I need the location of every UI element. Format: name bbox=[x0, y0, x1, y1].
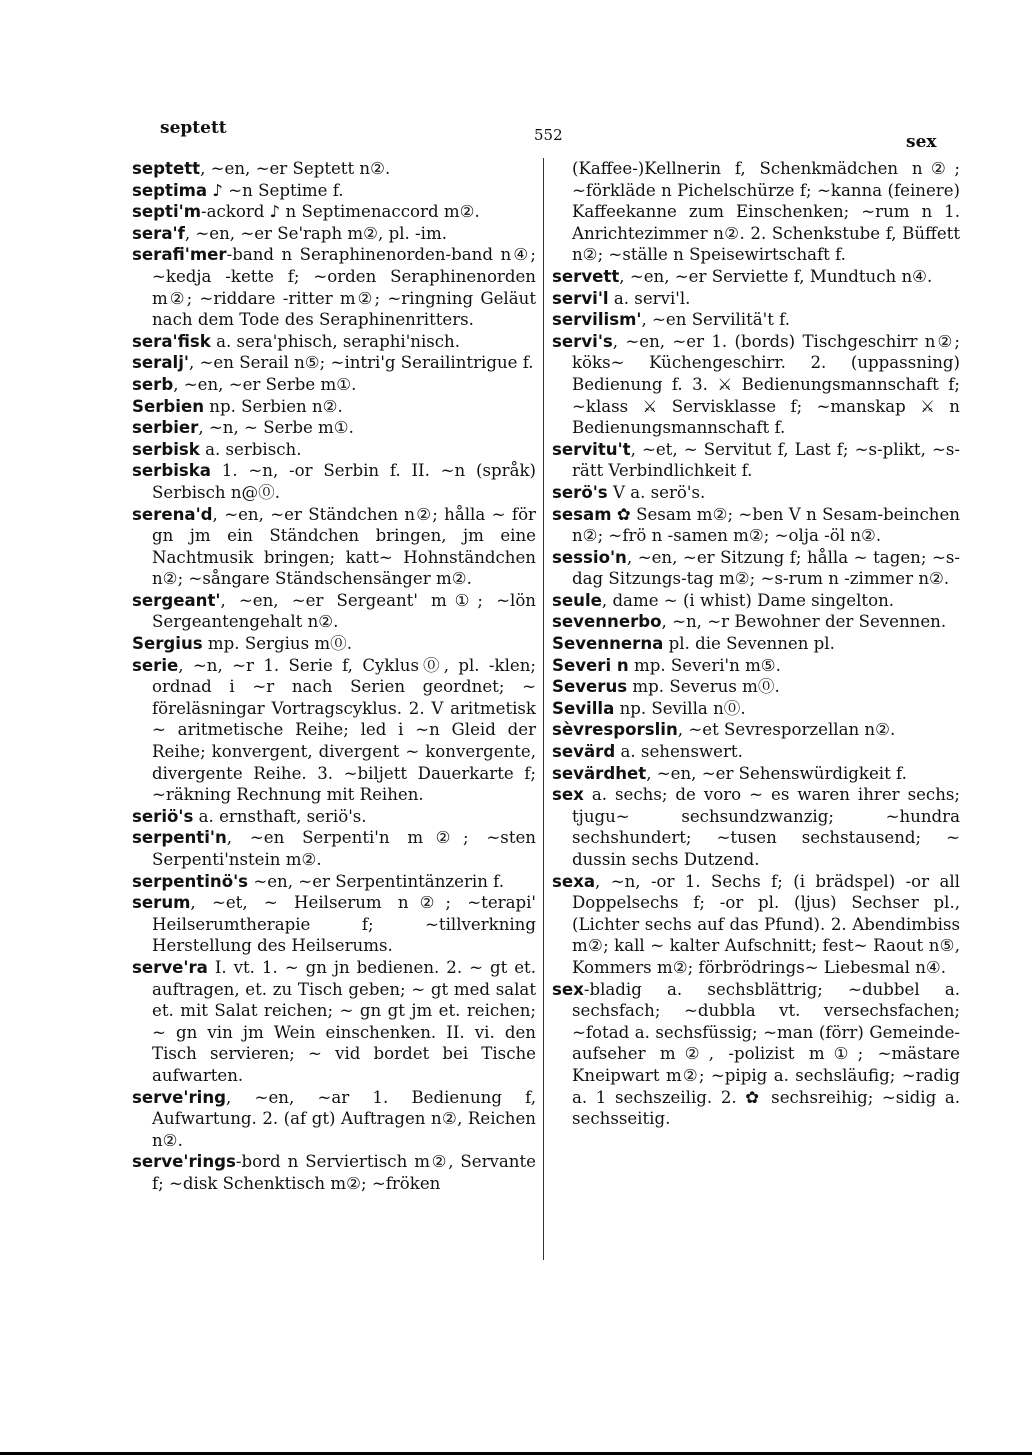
entry-definition: a. ernsthaft, seriö's. bbox=[193, 806, 367, 826]
entry-headword: serum bbox=[132, 893, 191, 913]
entry-headword: Sergius bbox=[132, 634, 203, 654]
dictionary-entry bbox=[552, 288, 960, 310]
entry-definition: , ~en, ~er Ständchen n②; hålla ~ för gn jm ein Ständchen bringen, jm eine Nachtmusik bringen; katt~ Hohnständchen n②; ~sångare Ständschensänger m②. bbox=[152, 504, 536, 589]
dictionary-entry bbox=[552, 741, 960, 763]
entry-headword: serve'ra bbox=[132, 957, 208, 977]
dictionary-entry bbox=[132, 158, 536, 180]
entry-headword: servi's bbox=[552, 331, 613, 351]
dictionary-entry bbox=[552, 482, 960, 504]
dictionary-entry bbox=[132, 957, 536, 1087]
dictionary-entry bbox=[552, 439, 960, 482]
entry-definition: a. sechs; de voro ~ es waren ihrer sechs; tjugu~ sechsundzwanzig; ~hundra sechshundert; ~tusen sechstausend; ~ dussin sechs Dutzend. bbox=[572, 785, 960, 869]
entry-definition: -bord n Serviertisch m②, Servante f; ~disk Schenktisch m②; ~fröken bbox=[152, 1152, 536, 1193]
dictionary-entry bbox=[132, 827, 536, 870]
entry-headword: serafi'mer bbox=[132, 245, 227, 265]
entry-definition: , ~et Sevresporzellan n②. bbox=[677, 720, 896, 740]
dictionary-entry bbox=[552, 331, 960, 439]
entry-definition: , ~en, ~er Serbe m①. bbox=[173, 374, 357, 394]
page-header bbox=[0, 118, 1032, 152]
entry-headword: septi'm bbox=[132, 202, 202, 222]
entry-headword: septett bbox=[132, 159, 201, 178]
entry-definition: , dame ~ (i whist) Dame singelton. bbox=[601, 590, 895, 610]
entry-headword: sevärd bbox=[552, 742, 616, 762]
dictionary-entry bbox=[132, 201, 536, 223]
entry-headword: servilism' bbox=[552, 310, 642, 330]
dictionary-entry bbox=[132, 655, 536, 806]
entry-definition: np. Serbien n②. bbox=[204, 396, 343, 416]
entry-definition: V a. serö's. bbox=[607, 482, 706, 502]
left-column bbox=[132, 158, 536, 1195]
entry-definition: , ~en, ~er Septett n②. bbox=[200, 159, 391, 178]
entry-definition: np. Sevilla n⓪. bbox=[614, 698, 746, 718]
entry-headword: seralj' bbox=[132, 353, 189, 373]
entry-headword: sexa bbox=[552, 871, 596, 891]
entry-headword: serb bbox=[132, 374, 174, 394]
entry-definition: , ~en Serpenti'n m②; ~sten Serpenti'nstein m②. bbox=[152, 828, 536, 869]
dictionary-entry bbox=[132, 1087, 536, 1152]
dictionary-entry bbox=[552, 590, 960, 612]
entry-definition: mp. Severi'n m⑤. bbox=[628, 655, 781, 675]
entry-definition: , ~n, ~r 1. Serie f, Cyklus⓪, pl. -klen; ordnad i ~r nach Serien geordnet; ~ föreläsningar Vortragscyklus. 2. V aritmetisk ~ aritmetische Reihe; led i ~n Gleid der Reihe; konvergent, divergent ~ konvergente, divergente Reihe. 3. ~biljett Dauerkarte f; ~räkning Rechnung mit Reihen. bbox=[152, 655, 536, 805]
entry-headword: servett bbox=[552, 266, 620, 286]
entry-definition: pl. die Sevennen pl. bbox=[663, 634, 835, 654]
entry-definition: , ~en, ~er 1. (bords) Tischgeschirr n②; köks~ Küchengeschirr. 2. (uppassning) Bedienung f. 3. ⚔ Bedienungsmannschaft f; ~klass ⚔ Servisklasse f; ~manskap ⚔ n Bedienungsmannschaft f. bbox=[572, 331, 960, 438]
entry-definition: mp. Sergius m⓪. bbox=[202, 634, 352, 654]
right-column bbox=[552, 158, 960, 1130]
entry-definition: , ~en, ~er Sitzung f; hålla ~ tagen; ~s-dag Sitzungs-tag m②; ~s-rum n -zimmer n②. bbox=[572, 547, 960, 589]
entry-definition: a. serbisch. bbox=[199, 439, 302, 459]
entry-headword: Serbien bbox=[132, 396, 205, 416]
entry-definition: -band n Seraphinenorden-band n④; ~kedja -kette f; ~orden Seraphinenorden m②; ~riddare -ritter m②; ~ringning Geläut nach dem Tode des Seraphinenritters. bbox=[152, 245, 536, 330]
entry-headword: sevärdhet bbox=[552, 763, 647, 783]
entry-definition: (Kaffee-)Kellnerin f, Schenkmädchen n②; ~förkläde n Pichelschürze f; ~kanna (feinere) Kaffeekanne zum Einschenken; ~rum n 1. Anrichtezimmer n②. 2. Schenkstube f, Büffett n②; ~ställe n Speisewirtschaft f. bbox=[572, 159, 960, 265]
right-running-headword: sex bbox=[906, 132, 937, 152]
entry-headword: Severus bbox=[552, 677, 628, 697]
dictionary-entry bbox=[132, 244, 536, 330]
entry-headword: seule bbox=[552, 590, 602, 610]
dictionary-entry bbox=[552, 763, 960, 785]
entry-definition: , ~et, ~ Servitut f, Last f; ~s-plikt, ~s-rätt Verbindlichkeit f. bbox=[572, 439, 960, 481]
entry-headword: serve'rings bbox=[132, 1152, 236, 1172]
dictionary-entry bbox=[132, 439, 536, 461]
entry-definition: , ~en, ~ar 1. Bedienung f, Aufwartung. 2. (af gt) Auftragen n②, Reichen n②. bbox=[152, 1087, 536, 1150]
dictionary-entry bbox=[552, 504, 960, 547]
entry-headword: seriö's bbox=[132, 806, 194, 826]
entry-headword: sevennerbo bbox=[552, 612, 662, 632]
entry-definition: , ~n, ~r Bewohner der Sevennen. bbox=[661, 612, 947, 632]
dictionary-entry bbox=[552, 611, 960, 633]
dictionary-entry bbox=[552, 784, 960, 870]
dictionary-entry bbox=[552, 633, 960, 655]
entry-definition: a. sehenswert. bbox=[615, 742, 743, 762]
entry-definition: I. vt. 1. ~ gn jn bedienen. 2. ~ gt et. auftragen, et. zu Tisch geben; ~ gt med salat et. mit Salat reichen; ~ gn gt jm et. reichen; ~ gn vin jm Wein einschenken. II. vi. den Tisch servieren; ~ vid bordet bei Tische aufwarten. bbox=[152, 957, 536, 1085]
entry-headword: septima bbox=[132, 180, 208, 200]
entry-headword: serpentinö's bbox=[132, 871, 249, 891]
entry-headword: Sevennerna bbox=[552, 634, 664, 654]
entry-definition: 1. ~n, -or Serbin f. II. ~n (språk) Serbisch n@⓪. bbox=[152, 461, 536, 502]
dictionary-entry bbox=[132, 180, 536, 202]
dictionary-entry bbox=[132, 806, 536, 828]
dictionary-entry bbox=[132, 633, 536, 655]
entry-headword: sessio'n bbox=[552, 547, 627, 567]
entry-definition: ✿ Sesam m②; ~ben V n Sesam-beinchen n②; ~frö n -samen m②; ~olja -öl n②. bbox=[572, 504, 960, 546]
entry-definition: , ~n, ~ Serbe m①. bbox=[198, 418, 354, 438]
dictionary-entry bbox=[552, 655, 960, 677]
dictionary-entry bbox=[132, 1151, 536, 1194]
dictionary-entry bbox=[552, 979, 960, 1130]
dictionary-entry bbox=[132, 223, 536, 245]
dictionary-entry bbox=[132, 871, 536, 893]
entry-definition: , ~et, ~ Heilserum n②; ~terapi' Heilserumtherapie f; ~tillverkning Herstellung des Heilserums. bbox=[152, 893, 536, 956]
entry-headword: sera'f bbox=[132, 223, 185, 243]
dictionary-entry bbox=[552, 676, 960, 698]
entry-definition: , ~n, -or 1. Sechs f; (i brädspel) -or all Doppelsechs f; -or pl. (ljus) Sechser pl., (Lichter sechs auf das Pfund). 2. Abendimbiss m②; kall ~ kalter Aufschnitt; fest~ Raout n⑤, Kommers m②; förbrödrings~ Liebesmal n④. bbox=[572, 871, 960, 977]
entry-definition: , ~en Serail n⑤; ~intri'g Serailintrigue f. bbox=[188, 353, 534, 373]
entry-headword: serie bbox=[132, 655, 179, 675]
dictionary-entry bbox=[132, 504, 536, 590]
entry-definition: -ackord ♪ n Septimenaccord m②. bbox=[201, 202, 480, 222]
dictionary-entry bbox=[132, 460, 536, 503]
entry-definition: ~en, ~er Serpentintänzerin f. bbox=[248, 871, 504, 891]
entry-headword: serve'ring bbox=[132, 1087, 227, 1107]
entry-headword: sergeant' bbox=[132, 590, 221, 610]
entry-definition: -bladig a. sechsblättrig; ~dubbel a. sechsfach; ~dubbla vt. versechsfachen; ~fotad a. sechsfüssig; ~man (förr) Gemeinde-aufseher m②, -polizist m①; ~mästare Kneipwart m②; ~pipig a. sechsläufig; ~radig a. 1 sechszeilig. 2. ✿ sechsreihig; ~sidig a. sechsseitig. bbox=[572, 979, 960, 1129]
entry-definition: , ~en, ~er Se'raph m②, pl. -im. bbox=[184, 223, 447, 243]
entry-headword: serena'd bbox=[132, 504, 213, 524]
left-running-headword: septett bbox=[160, 118, 227, 138]
dictionary-entry bbox=[552, 698, 960, 720]
entry-headword: Severi n bbox=[552, 655, 629, 675]
entry-definition: a. sera'phisch, seraphi'nisch. bbox=[210, 331, 461, 351]
dictionary-entry bbox=[552, 309, 960, 331]
entry-definition: , ~en, ~er Serviette f, Mundtuch n④. bbox=[619, 266, 933, 286]
column-divider bbox=[543, 158, 544, 1260]
entry-headword: serpenti'n bbox=[132, 828, 227, 848]
entry-definition: ♪ ~n Septime f. bbox=[207, 180, 344, 200]
dictionary-entry bbox=[132, 590, 536, 633]
dictionary-entry bbox=[132, 417, 536, 439]
entry-headword: sera'fisk bbox=[132, 331, 211, 351]
dictionary-entry bbox=[132, 374, 536, 396]
dictionary-entry bbox=[132, 331, 536, 353]
dictionary-entry bbox=[132, 352, 536, 374]
dictionary-entry bbox=[552, 871, 960, 979]
entry-definition: , ~en, ~er Sergeant' m①; ~lön Sergeantengehalt n②. bbox=[152, 590, 536, 632]
entry-definition: , ~en, ~er Sehenswürdigkeit f. bbox=[646, 763, 907, 783]
page-number: 552 bbox=[534, 126, 563, 144]
entry-headword: sex bbox=[552, 979, 584, 999]
dictionary-entry bbox=[552, 547, 960, 590]
entry-headword: serö's bbox=[552, 482, 608, 502]
entry-headword: servitu't bbox=[552, 439, 631, 459]
dictionary-entry bbox=[552, 158, 960, 266]
dictionary-entry bbox=[132, 396, 536, 418]
entry-headword: sesam bbox=[552, 504, 612, 524]
entry-headword: servi'l bbox=[552, 288, 609, 308]
entry-headword: serbisk bbox=[132, 439, 200, 459]
entry-headword: sex bbox=[552, 785, 584, 805]
entry-headword: Sevilla bbox=[552, 698, 615, 718]
entry-definition: , ~en Servilitä't f. bbox=[641, 310, 790, 330]
entry-headword: serbier bbox=[132, 418, 199, 438]
entry-definition: a. servi'l. bbox=[608, 288, 691, 308]
entry-headword: serbiska bbox=[132, 461, 211, 481]
dictionary-entry bbox=[132, 892, 536, 957]
dictionary-entry bbox=[552, 266, 960, 288]
dictionary-entry bbox=[552, 719, 960, 741]
entry-headword: sèvresporslin bbox=[552, 720, 678, 740]
entry-definition: mp. Severus m⓪. bbox=[627, 677, 780, 697]
